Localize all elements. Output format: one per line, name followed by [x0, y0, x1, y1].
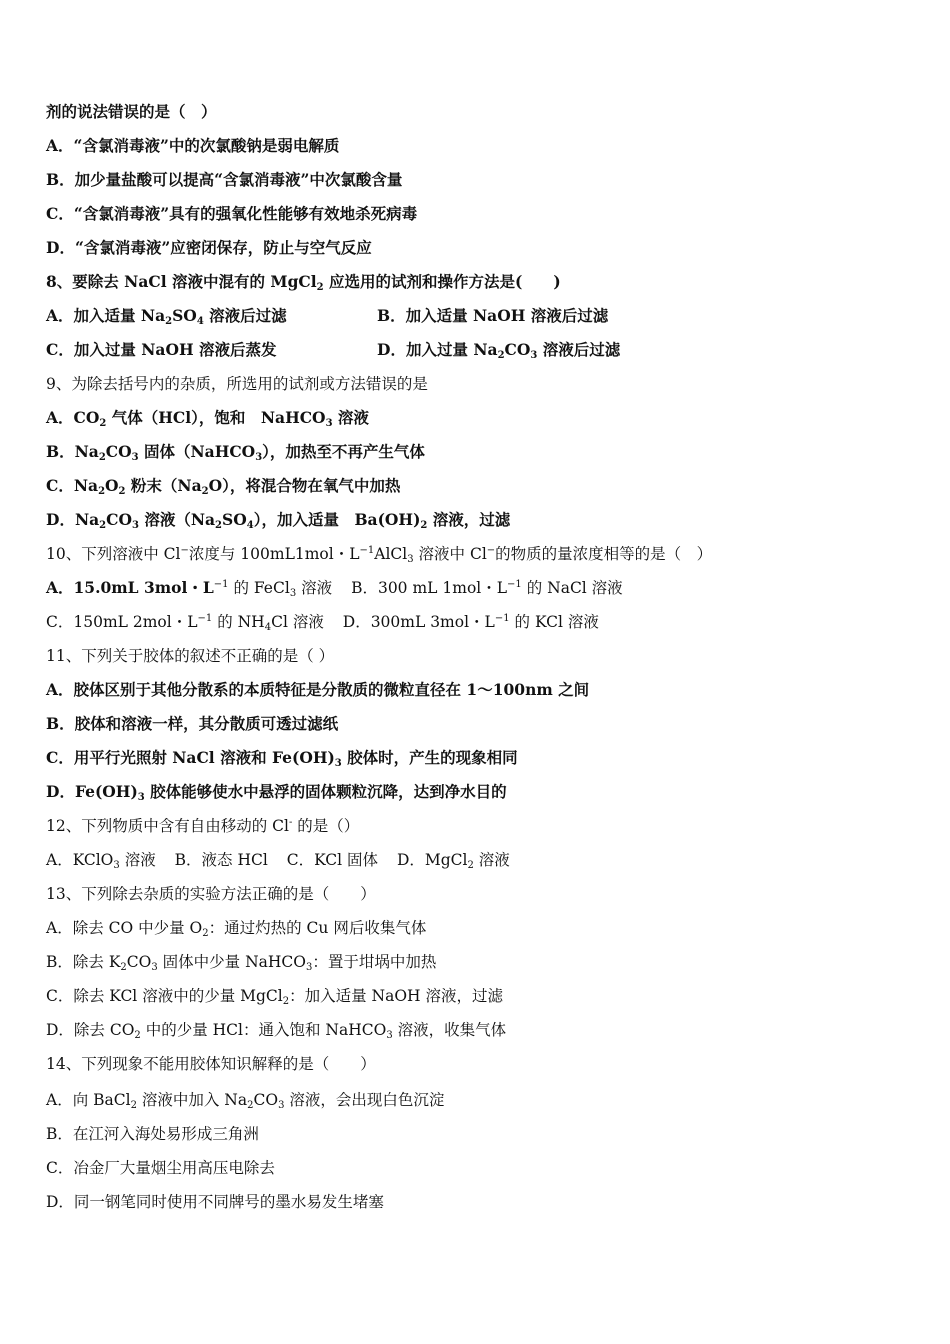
q14-option-c: C．冶金厂大量烟尘用高压电除去	[46, 1159, 275, 1177]
q10-stem: 10、下列溶液中 Cl−浓度与 100mL1mol・$L^{-1}AlCl_3$ 溶液中 Cl−的物质的量浓度相等的是（ ）	[46, 545, 713, 565]
q9-stem: 9、为除去括号内的杂质，所选用的试剂或方法错误的是	[46, 375, 428, 393]
q12-stem: 12、下列物质中含有自由移动的 Cl- 的是（）	[46, 817, 360, 835]
q8-option-c: C．加入过量 NaOH 溶液后蒸发	[46, 340, 277, 359]
q14-stem: 14、下列现象不能用胶体知识解释的是（ ）	[46, 1055, 376, 1073]
q10-option-a: A．15.0mL 3mol・$L^{-1}$ 的 FeCl$_3$ 溶液	[46, 578, 333, 599]
q10-option-c: C．150mL 2mol・$L^{-1}$ 的 $NH_4Cl$ 溶液	[46, 613, 324, 633]
q7-option-a: A．“含氯消毒液”中的次氯酸钠是弱电解质	[46, 136, 340, 155]
q12-option-c: C．KCl 固体	[286, 851, 379, 869]
q9-option-b: B．$Na_2CO_3$ 固体（NaHCO$_3$），加热至不再产生气体	[46, 442, 425, 463]
q8-option-b: B．加入适量 NaOH 溶液后过滤	[377, 306, 609, 325]
q7-option-c: C．“含氯消毒液”具有的强氧化性能够有效地杀死病毒	[46, 204, 418, 223]
q8-options-ab	[46, 306, 906, 326]
q9-option-d: D．$Na_2CO_3$ 溶液$(Na_2SO_4)$，加入适量 $Ba(OH)_2$ 溶液，过滤	[46, 510, 511, 531]
q10-option-d: D．300mL 3mol・$L^{-1}$ 的 KCl 溶液	[342, 613, 599, 631]
q11-option-a: A．胶体区别于其他分散系的本质特征是分散质的微粒直径在 1～100nm 之间	[46, 680, 590, 699]
q14-option-b: B．在江河入海处易形成三角洲	[46, 1125, 259, 1143]
q10-options-ab	[46, 578, 623, 598]
q13-option-b: B．除去 $K_2CO_3$ 固体中少量 NaHCO$_3$：置于坩埚中加热	[46, 953, 437, 973]
q10-options-cd	[46, 612, 599, 632]
q12-option-b: B．液态 HCl	[174, 851, 268, 869]
q12-options	[46, 850, 510, 870]
q14-option-d: D．同一钢笔同时使用不同牌号的墨水易发生堵塞	[46, 1193, 384, 1211]
q13-stem: 13、下列除去杂质的实验方法正确的是（ ）	[46, 885, 376, 903]
q8-option-d: D．加入过量 $Na_2CO_3$ 溶液后过滤	[377, 340, 621, 361]
q7-stem: 剂的说法错误的是（ ）	[46, 102, 217, 121]
q9-option-a: A．$CO_2$ 气体（HCl），饱和 NaHCO$_3$ 溶液	[46, 408, 369, 429]
q8-stem: 8、要除去 NaCl 溶液中混有的 MgCl$_2$ 应选用的试剂和操作方法是( )	[46, 272, 561, 293]
q14-option-a: A．向 BaCl$_2$ 溶液中加入 $Na_2CO_3$ 溶液，会出现白色沉淀	[46, 1091, 445, 1111]
q12-option-d: D．MgCl$_2$ 溶液	[396, 851, 510, 871]
q13-option-a: A．除去 CO 中少量 $O_2$：通过灼热的 Cu 网后收集气体	[46, 919, 427, 939]
q8-options-cd	[46, 340, 906, 360]
q9-option-c: C．$Na_2O_2$ 粉末$(Na_2O)$，将混合物在氧气中加热	[46, 476, 401, 497]
q11-option-d: D．$Fe(OH)_3$ 胶体能够使水中悬浮的固体颗粒沉降，达到净水目的	[46, 782, 507, 803]
q10-option-b: B．300 mL 1mol・$L^{-1}$ 的 NaCl 溶液	[351, 579, 623, 597]
q7-option-d: D．“含氯消毒液”应密闭保存，防止与空气反应	[46, 238, 372, 257]
q13-option-c: C．除去 KCl 溶液中的少量 MgCl$_2$：加入适量 NaOH 溶液，过滤	[46, 987, 503, 1007]
q11-option-c: C．用平行光照射 NaCl 溶液和 $Fe(OH)_3$ 胶体时，产生的现象相同	[46, 748, 518, 769]
q7-option-b: B．加少量盐酸可以提高“含氯消毒液”中次氯酸含量	[46, 170, 403, 189]
q12-option-a: A．KClO$_3$ 溶液	[46, 851, 156, 871]
q11-stem: 11、下列关于胶体的叙述不正确的是（ ）	[46, 647, 335, 665]
q8-option-a: A．加入适量 $Na_2SO_4$ 溶液后过滤	[46, 306, 287, 327]
q13-option-d: D．除去 $CO_2$ 中的少量 HCl：通入饱和 NaHCO$_3$ 溶液，收集气体	[46, 1021, 507, 1041]
q11-option-b: B．胶体和溶液一样，其分散质可透过滤纸	[46, 714, 339, 733]
